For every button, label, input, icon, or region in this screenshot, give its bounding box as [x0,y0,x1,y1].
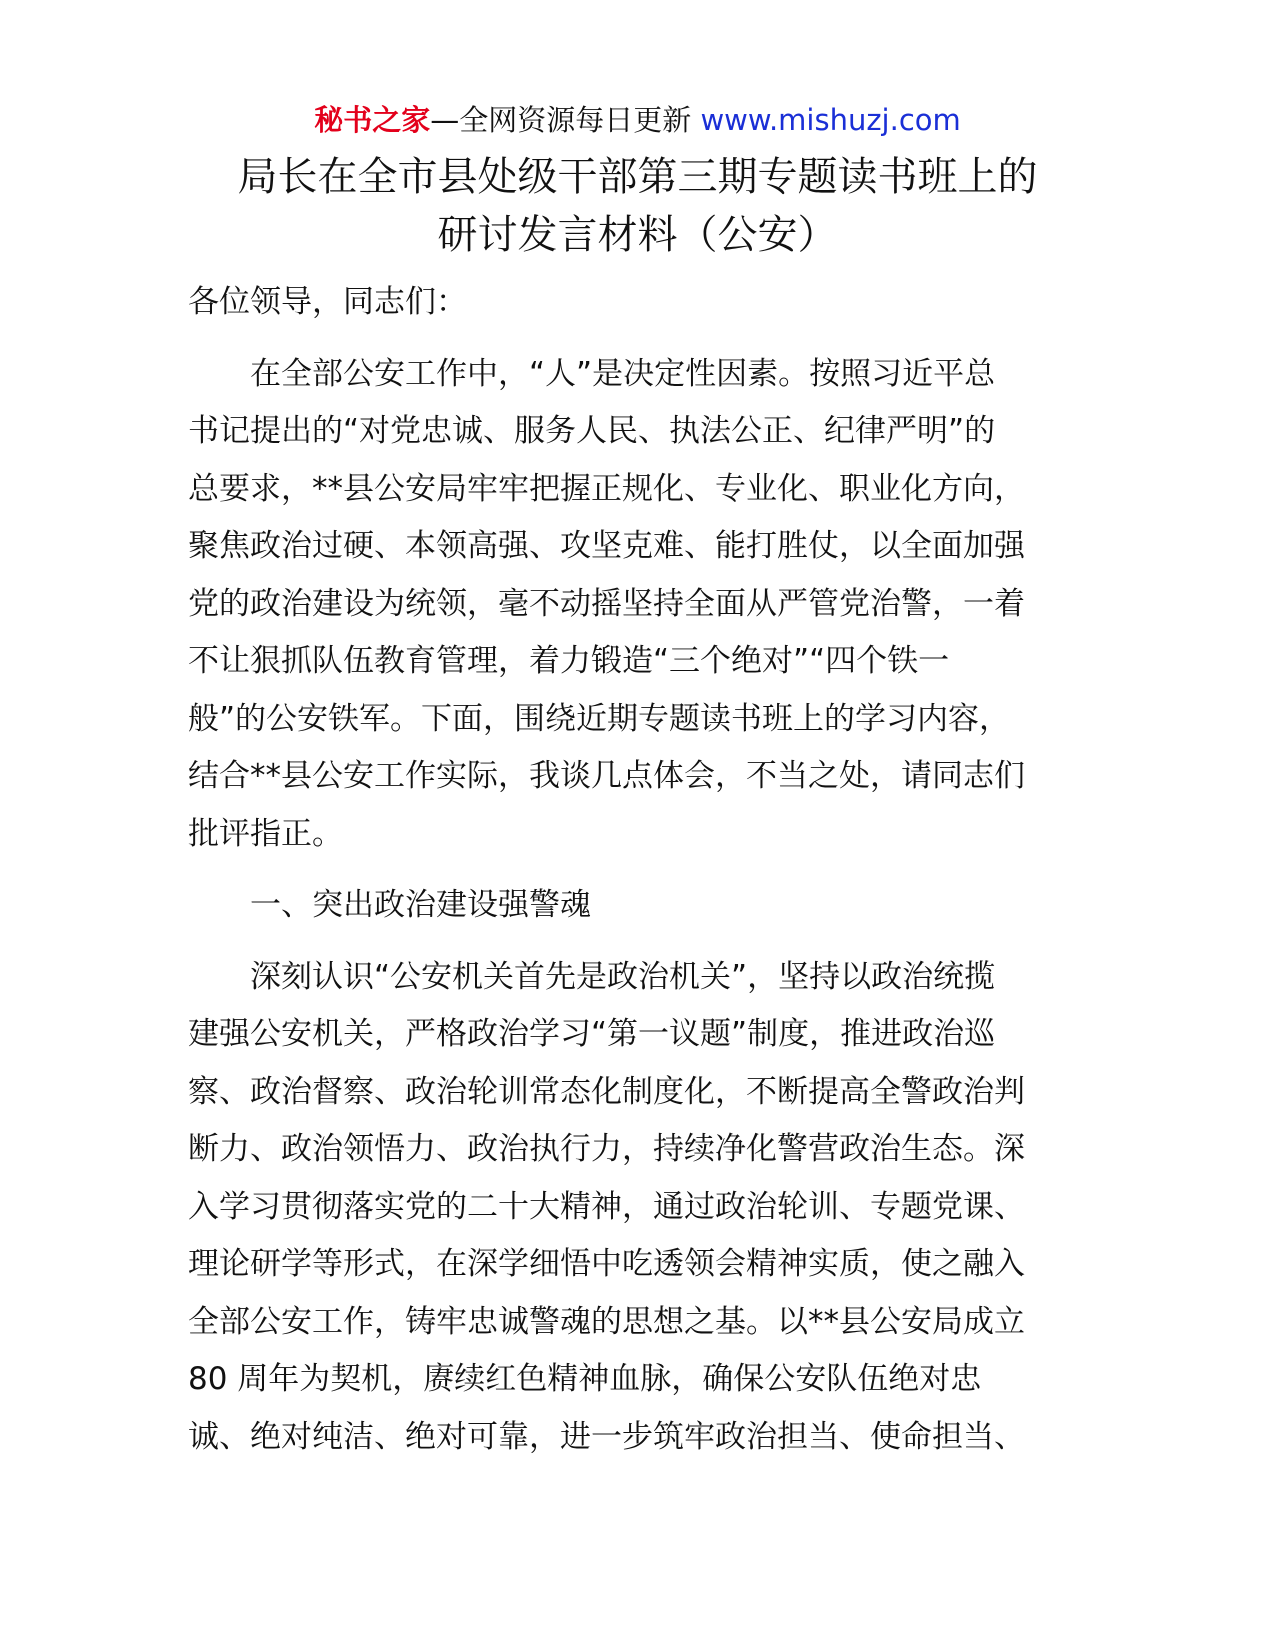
header-tagline: —全网资源每日更新 [430,103,692,137]
paragraph-line: 党的政治建设为统领，毫不动摇坚持全面从严管党治警，一着 [188,585,1025,622]
document-body [188,274,1088,1480]
paragraph-line: 书记提出的“对党忠诚、服务人民、执法公正、纪律严明”的 [188,413,996,449]
paragraph-line: 入学习贯彻落实党的二十大精神，通过政治轮训、专题党课、 [188,1188,1025,1225]
paragraph-line: 理论研学等形式，在深学细悟中吃透领会精神实质，使之融入 [188,1246,1025,1282]
paragraph-line: 结合**县公安工作实际，我谈几点体会，不当之处，请同志们 [188,758,1025,794]
page-header [0,100,1275,140]
section-1-paragraph [188,949,1088,1467]
paragraph-line: 察、政治督察、政治轮训常态化制度化，不断提高全警政治判 [188,1073,1025,1110]
paragraph-line: 深刻认识“公安机关首先是政治机关”，坚持以政治统揽 [250,958,996,995]
paragraph-line: 建强公安机关，严格政治学习“第一议题”制度，推进政治巡 [188,1016,996,1052]
section-1-heading: 一、突出政治建设强警魂 [250,887,591,923]
site-url-link[interactable]: www.mishuzj.com [700,103,961,137]
section-heading [188,877,1088,935]
title-line-2: 研讨发言材料（公安） [437,212,838,258]
title-line-1: 局长在全市县处级干部第三期专题读书班上的 [237,154,1038,200]
document-title [0,148,1275,264]
paragraph-line: 断力、政治领悟力、政治执行力，持续净化警营政治生态。深 [188,1131,1025,1167]
intro-paragraph [188,346,1088,864]
paragraph-line: 不让狠抓队伍教育管理，着力锻造“三个绝对”“四个铁一 [188,643,950,679]
paragraph-line: 诚、绝对纯洁、绝对可靠，进一步筑牢政治担当、使命担当、 [188,1418,1025,1455]
paragraph-line: 总要求，**县公安局牢牢把握正规化、专业化、职业化方向， [188,470,1025,507]
salutation: 各位领导，同志们： [188,284,467,320]
paragraph-line: 全部公安工作，铸牢忠诚警魂的思想之基。以**县公安局成立 [188,1303,1025,1340]
paragraph-line: 批评指正。 [188,815,343,852]
paragraph-line: 80 周年为契机，赓续红色精神血脉，确保公安队伍绝对忠 [188,1361,982,1397]
paragraph-line: 在全部公安工作中，“人”是决定性因素。按照习近平总 [250,355,996,392]
paragraph-line: 聚焦政治过硬、本领高强、攻坚克难、能打胜仗，以全面加强 [188,528,1025,564]
paragraph-line: 般”的公安铁军。下面，围绕近期专题读书班上的学习内容， [188,700,1011,737]
brand-name: 秘书之家 [314,103,431,137]
